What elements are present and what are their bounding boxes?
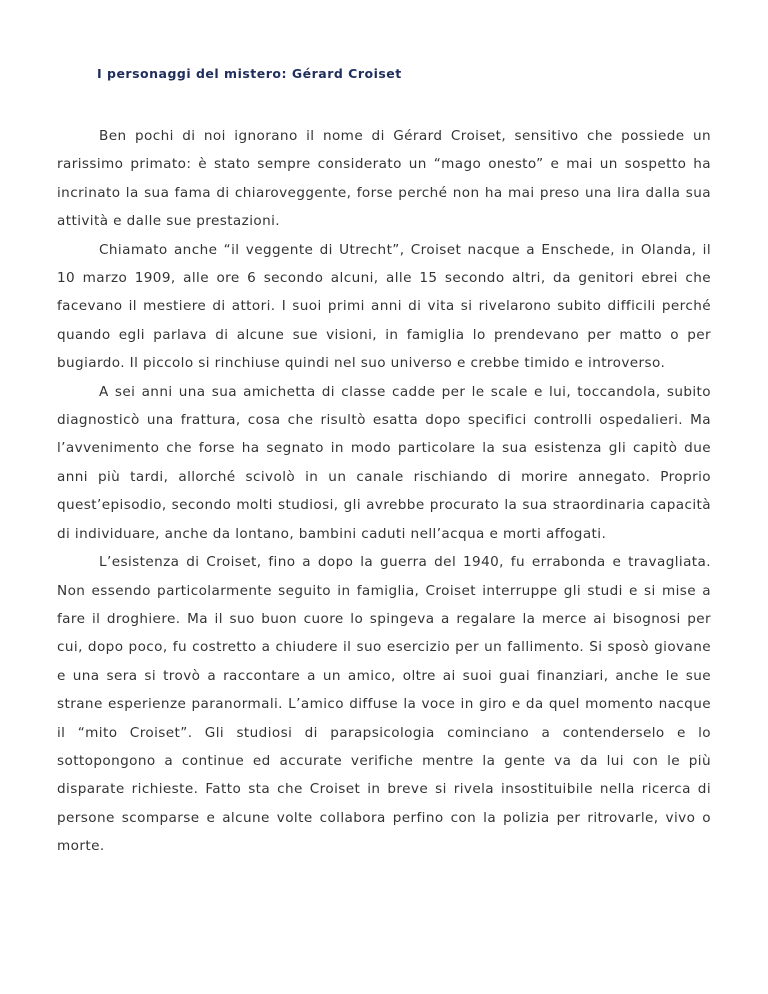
paragraph-2: Chiamato anche “il veggente di Utrecht”, Croiset nacque a Enschede, in Olanda, il 10 marzo 1909, alle ore 6 secondo alcuni, alle 15 secondo altri, da genitori ebrei che facevano il mestiere di attori. I suoi primi anni di vita si rivelarono subito difficili perché quando egli parlava di alcune sue visioni, in famiglia lo prendevano per matto o per bugiardo. Il piccolo si rinchiuse quindi nel suo universo e crebbe timido e introverso.: [57, 241, 711, 372]
document-title: I personaggi del mistero: Gérard Croiset: [97, 66, 402, 81]
document-body: [57, 122, 711, 861]
paragraph-4: L’esistenza di Croiset, fino a dopo la guerra del 1940, fu errabonda e travagliata. Non essendo particolarmente seguito in famiglia, Croiset interruppe gli studi e si mise a fare il droghiere. Ma il suo buon cuore lo spingeva a regalare la merce ai bisognosi per cui, dopo poco, fu costretto a chiudere il suo esercizio per un fallimento. Si sposò giovane e una sera si trovò a raccontare a un amico, oltre ai suoi guai finanziari, anche le sue strane esperienze paranormali. L’amico diffuse la voce in giro e da quel momento nacque il “mito Croiset”. Gli studiosi di parapsicologia cominciano a contenderselo e lo sottopongono a continue ed accurate verifiche mentre la gente va da lui con le più disparate richieste. Fatto sta che Croiset in breve si rivela insostituibile nella ricerca di persone scomparse e alcune volte collabora perfino con la polizia per ritrovarle, vivo o morte.: [57, 554, 711, 855]
paragraph-3: A sei anni una sua amichetta di classe cadde per le scale e lui, toccandola, subito diagnosticò una frattura, cosa che risultò esatta dopo specifici controlli ospedalieri. Ma l’avvenimento che forse ha segnato in modo particolare la sua esistenza gli capitò due anni più tardi, allorché scivolò in un canale rischiando di morire annegato. Proprio quest’episodio, secondo molti studiosi, gli avrebbe procurato la sua straordinaria capacità di individuare, anche da lontano, bambini caduti nell’acqua e morti affogati.: [57, 383, 711, 542]
paragraph-1: Ben pochi di noi ignorano il nome di Gérard Croiset, sensitivo che possiede un rarissimo primato: è stato sempre considerato un “mago onesto” e mai un sospetto ha incrinato la sua fama di chiaroveggente, forse perché non ha mai preso una lira dalla sua attività e dalle sue prestazioni.: [57, 128, 711, 230]
